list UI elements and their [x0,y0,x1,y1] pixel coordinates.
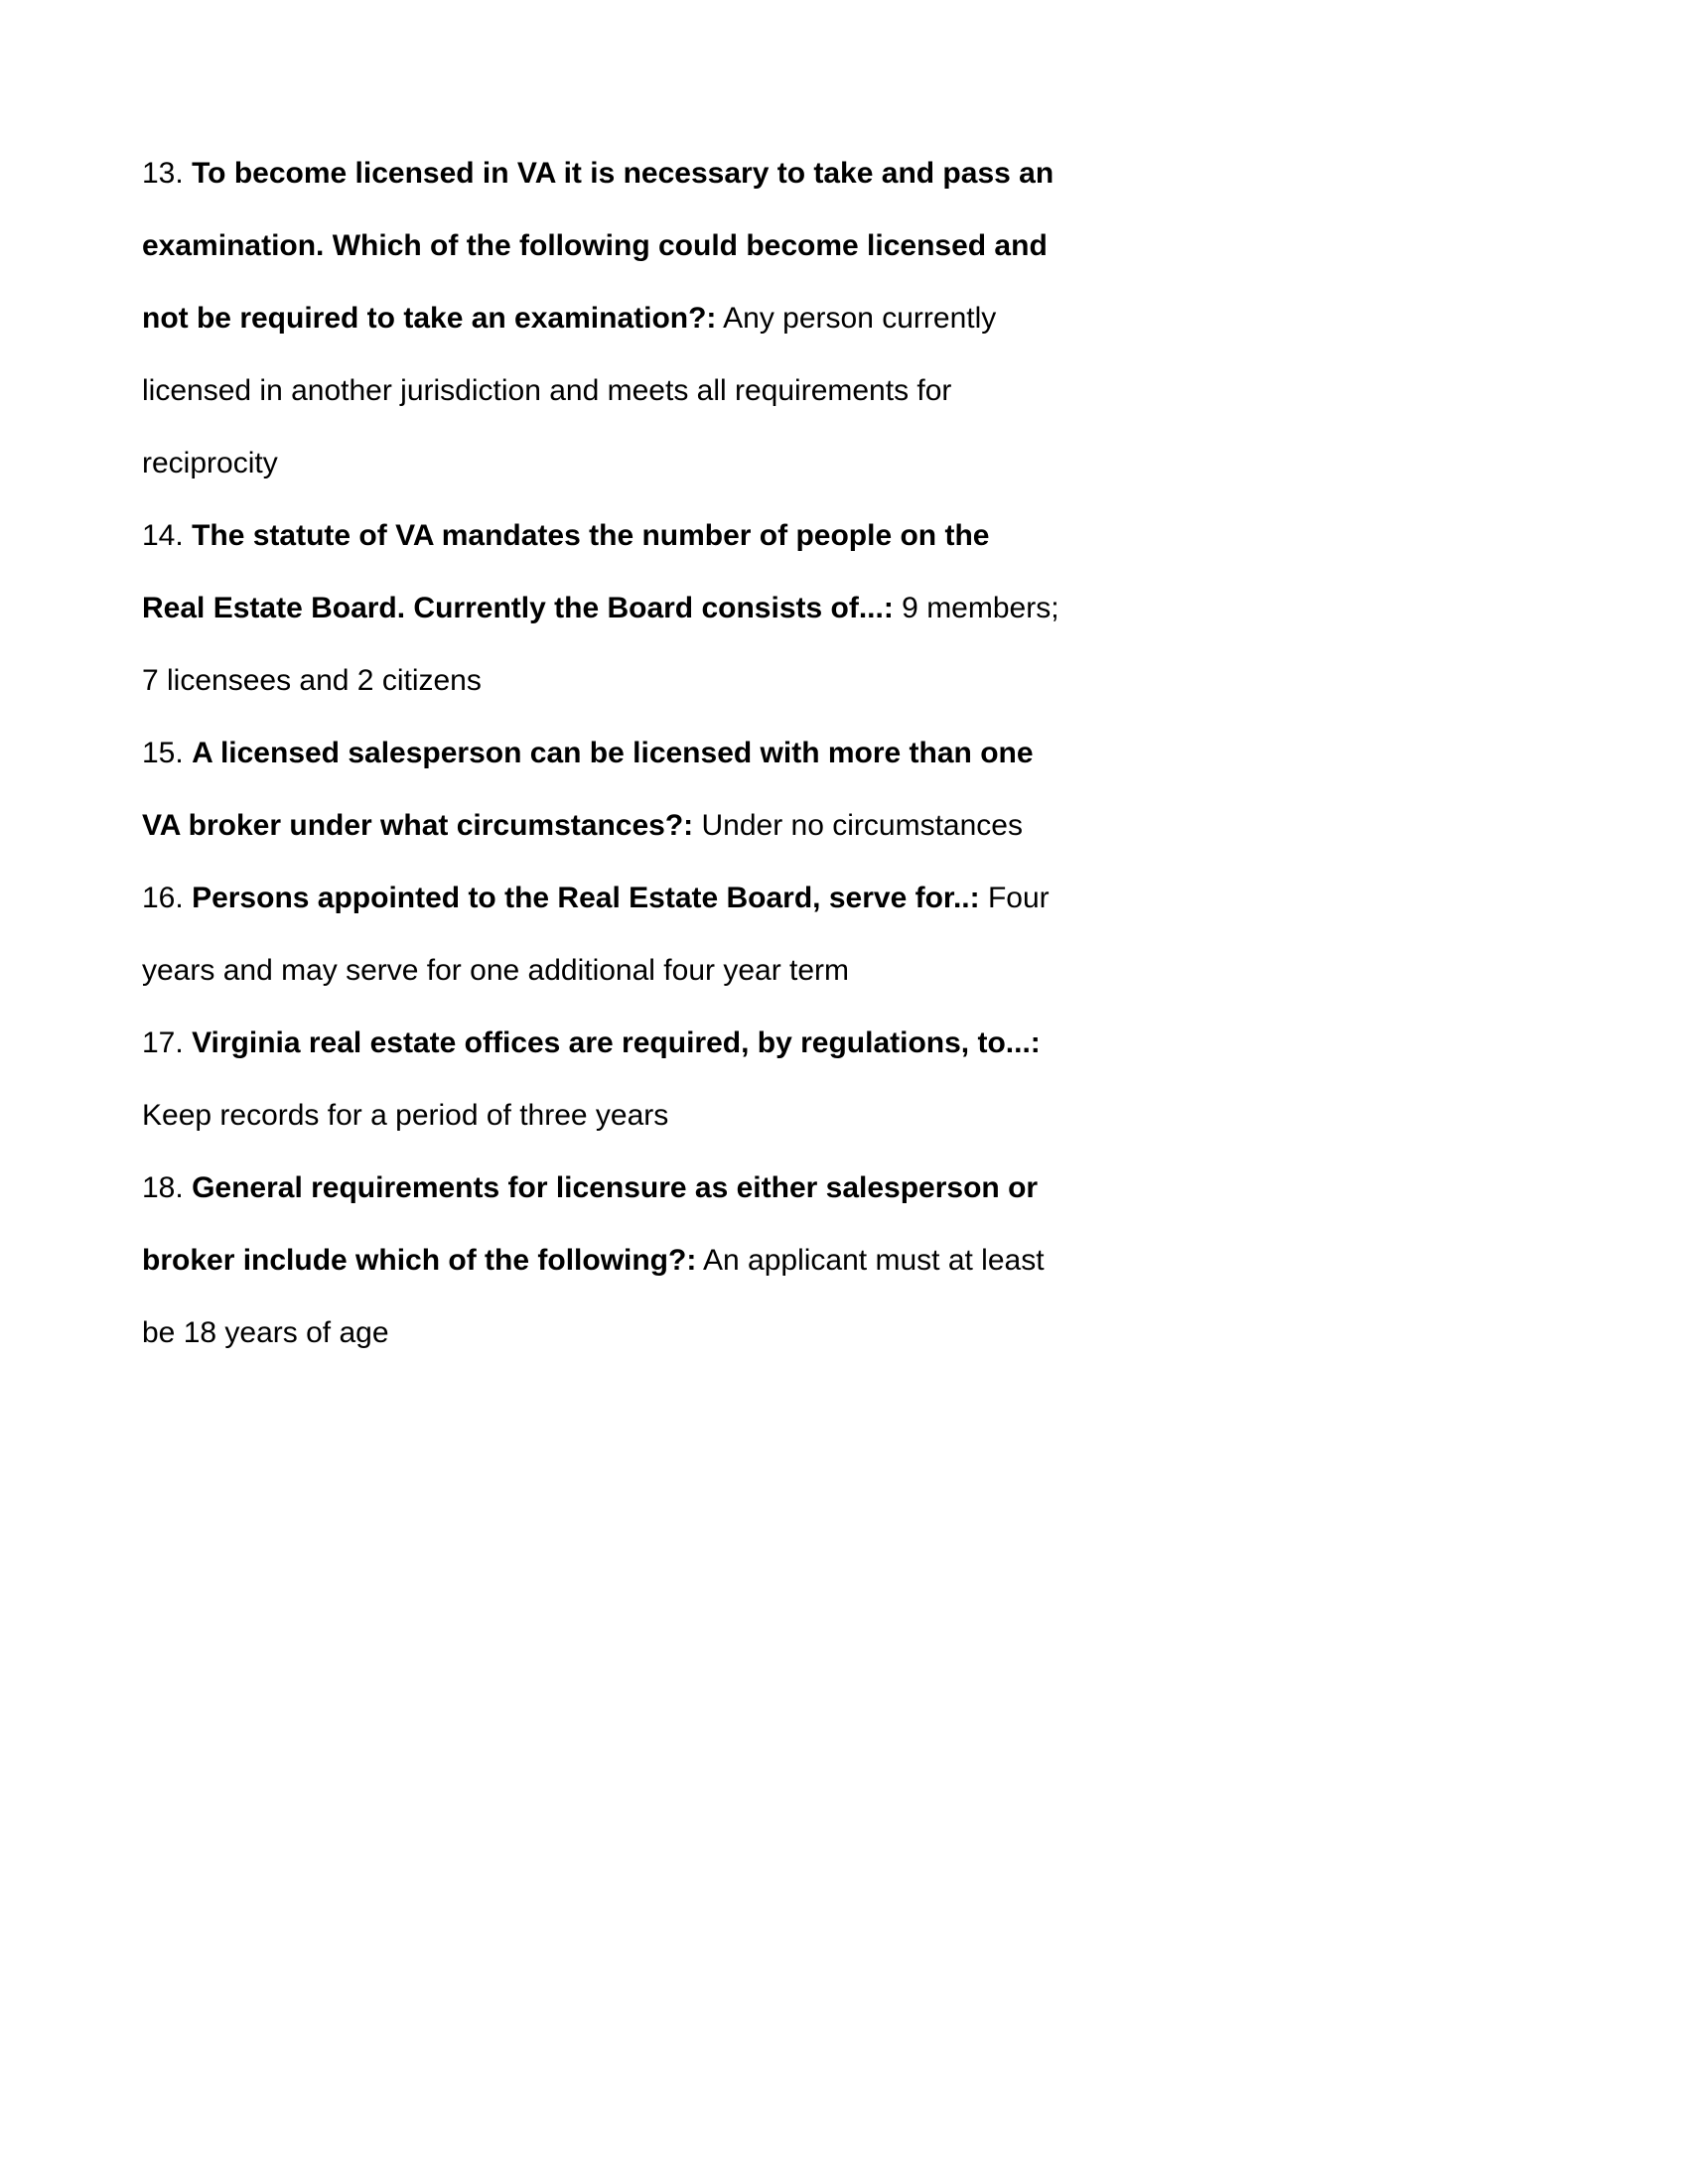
question-number: 18. [142,1171,184,1204]
qa-item-14 [142,499,1060,717]
question-number: 15. [142,737,184,769]
question-text: General requirements for licensure as either salesperson or broker include which of the following?: [142,1171,1039,1277]
text-block [142,137,1060,1369]
question-number: 14. [142,519,184,552]
qa-item-18 [142,1152,1060,1369]
question-text: A licensed salesperson can be licensed with more than one VA broker under what circumstances?: [142,737,1034,842]
qa-item-13 [142,137,1060,499]
question-text: Persons appointed to the Real Estate Board, serve for..: [192,882,980,914]
answer-text: 9 members; 7 licensees and 2 citizens [142,592,1059,697]
question-text: The statute of VA mandates the number of people on the Real Estate Board. Currently the Board consists of...: [142,519,990,624]
answer-text: Four years and may serve for one additional four year term [142,882,1050,987]
qa-item-17 [142,1007,1060,1152]
question-number: 16. [142,882,184,914]
answer-text: Under no circumstances [701,809,1023,842]
question-text: To become licensed in VA it is necessary to take and pass an examination. Which of the following could become licensed and not be required to take an examination?: [142,157,1055,335]
answer-text: An applicant must at least be 18 years of age [142,1244,1045,1349]
answer-text: Any person currently licensed in another jurisdiction and meets all requirements for reciprocity [142,302,997,479]
question-number: 17. [142,1026,184,1059]
qa-item-16 [142,862,1060,1007]
question-number: 13. [142,157,184,190]
question-text: Virginia real estate offices are required, by regulations, to...: [192,1026,1041,1059]
answer-text: Keep records for a period of three years [142,1099,669,1132]
qa-item-15 [142,717,1060,862]
